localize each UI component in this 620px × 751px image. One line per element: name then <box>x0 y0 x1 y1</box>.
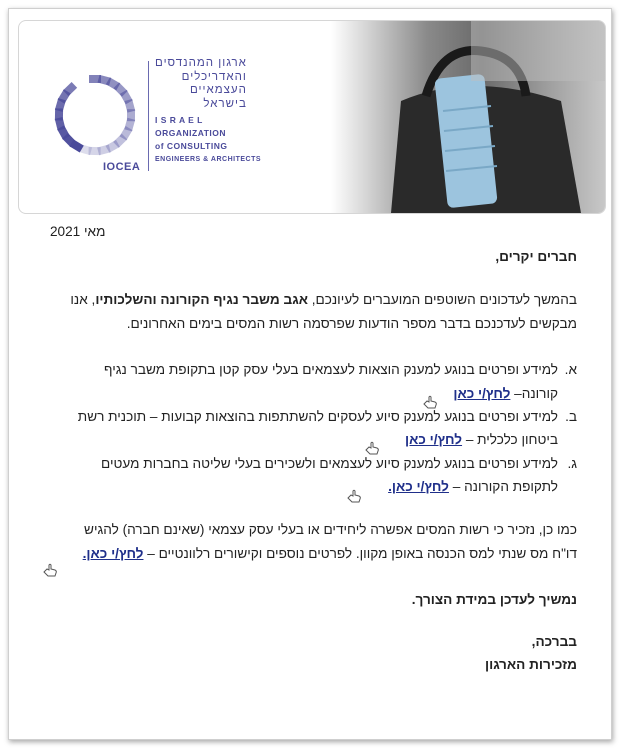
header-photo <box>331 21 605 213</box>
list-marker: א. <box>564 362 577 377</box>
signoff: בברכה, <box>531 634 577 649</box>
logo-english <box>155 114 261 166</box>
list-item-text: למידע ופרטים בנוגע למענק סיוע לעצמאים ולשכירים בעלי שליטה בחברות מעטים <box>101 456 558 471</box>
header-banner <box>18 20 606 214</box>
list-item-text: ביטחון כלכלית – <box>462 432 558 447</box>
iocea-logo <box>47 57 262 181</box>
list-item-line2 <box>453 385 558 402</box>
closing-text: נמשיך לעדכן במידת הצורך. <box>411 592 577 607</box>
click-here-link[interactable]: לחץ/י כאן. <box>388 479 449 494</box>
logo-abbr: IOCEA <box>103 161 141 173</box>
logo-he-line: ארגון המהנדסים <box>155 57 247 69</box>
list-item-line2 <box>388 478 558 495</box>
logo-he-line: והאדריכלים <box>181 70 247 83</box>
logo-divider <box>148 61 149 171</box>
click-here-link[interactable]: לחץ/י כאן <box>453 386 511 401</box>
reminder-line-2 <box>83 545 577 562</box>
hand-pointer-icon <box>42 563 58 577</box>
hand-pointer-icon <box>422 395 438 409</box>
logo-he-line: בישראל <box>203 97 247 110</box>
intro-text: , אנו <box>70 292 96 307</box>
list-item-text: למידע ופרטים בנוגע למענק הוצאות לעצמאים בעלי עסק קטן בתקופת משבר נגיף <box>104 362 558 377</box>
logo-ring-icon <box>47 57 147 177</box>
hand-pointer-icon <box>346 489 362 503</box>
intro-bold: אגב משבר נגיף הקורונה והשלכותיו <box>95 292 308 307</box>
hand-pointer-icon <box>364 441 380 455</box>
list-item-line2 <box>405 431 558 448</box>
click-here-link[interactable]: לחץ/י כאן <box>404 432 463 447</box>
reminder-line-1: כמו כן, נזכיר כי רשות המסים אפשרה ליחידים או בעלי עסק עצמאי (שאינם חברה) להגיש <box>84 522 577 537</box>
bag-with-mask-image <box>331 21 605 213</box>
intro-line-1 <box>70 291 577 308</box>
logo-hebrew <box>155 57 247 111</box>
reminder-text: דו"ח מס שנתי למס הכנסה באופן מקוון. לפרטים נוספים וקישורים רלוונטיים – <box>143 546 577 561</box>
intro-text: בהמשך לעדכונים השוטפים המועברים לעיונכם, <box>307 292 577 307</box>
logo-en-line: ORGANIZATION <box>155 128 227 138</box>
click-here-link[interactable]: לחץ/י כאן. <box>82 546 144 561</box>
logo-en-line: ENGINEERS & ARCHITECTS <box>155 156 262 163</box>
logo-he-line: העצמאיים <box>189 84 247 96</box>
list-item-text: קורונה– <box>510 386 558 401</box>
date: מאי 2021 <box>50 224 106 239</box>
logo-en-line: of CONSULTING <box>155 141 228 151</box>
greeting: חברים יקרים, <box>495 249 577 264</box>
list-item-text: לתקופת הקורונה – <box>448 479 558 494</box>
logo-en-line: I S R A E L <box>155 115 203 125</box>
list-item-text: למידע ופרטים בנוגע למענק סיוע לעסקים להשתתפות בהוצאות קבועות – תוכנית רשת <box>77 409 558 424</box>
list-marker: ג. <box>567 456 577 471</box>
intro-line-2: מבקשים לעדכנכם בדבר מספר הודעות שפרסמה רשות המסים בימים האחרונים. <box>126 316 577 331</box>
list-marker: ב. <box>565 409 577 424</box>
signature: מזכירות הארגון <box>485 657 577 672</box>
